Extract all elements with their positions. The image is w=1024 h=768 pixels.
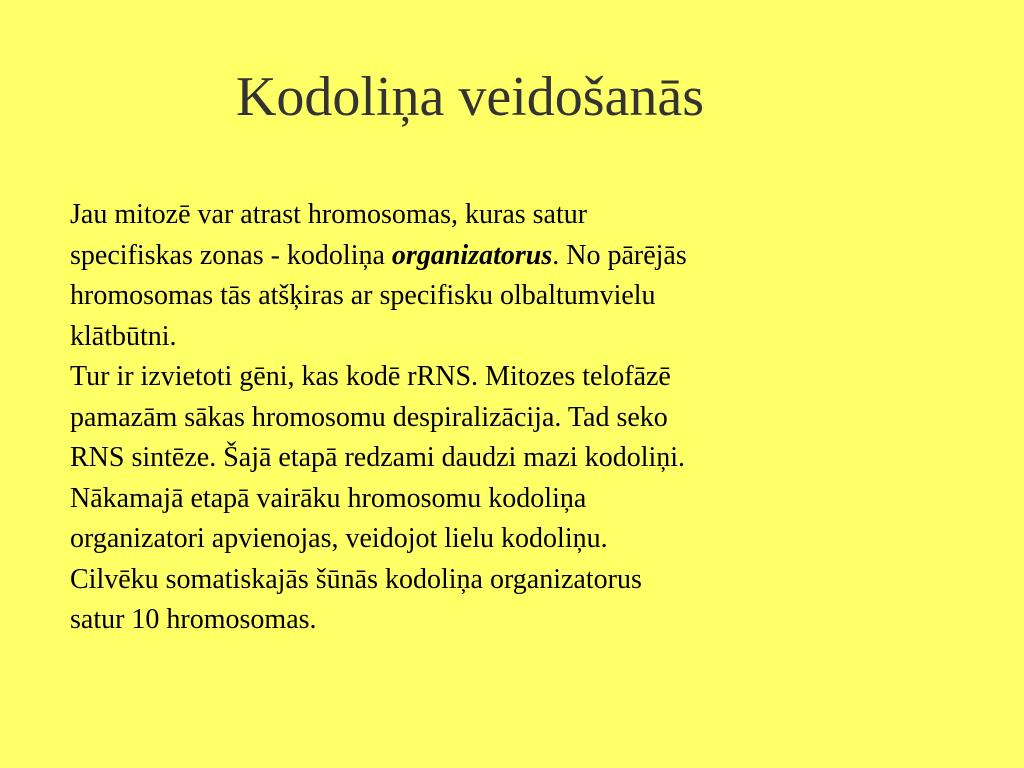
text-line: klātbūtni. (70, 320, 177, 352)
text-line: Jau mitozē var atrast hromosomas, kuras satur (70, 199, 588, 230)
text-line: pamazām sākas hromosomu despiralizācija. Tad seko (70, 401, 668, 433)
text-line: Tur ir izvietoti gēni, kas kodē rRNS. Mitozes telofāzē (70, 361, 671, 392)
text-line: satur 10 hromosomas. (70, 604, 317, 635)
text-line: Cilvēku somatiskajās šūnās kodoliņa organizatorus (70, 563, 642, 595)
text-line (70, 236, 870, 277)
slide-body-text (70, 195, 870, 641)
text-fragment: specifiskas zonas - kodoliņa (70, 239, 392, 271)
text-line: RNS sintēze. Šajā etapā redzami daudzi mazi kodoliņi. (70, 442, 686, 473)
text-line: organizatori apvienojas, veidojot lielu kodoliņu. (70, 523, 608, 554)
text-fragment: . No pārējās (552, 239, 687, 271)
text-line: Nākamajā etapā vairāku hromosomu kodoliņa (70, 482, 587, 514)
slide-title: Kodoliņa veidošanās (235, 66, 705, 128)
emphasized-term: organizatorus (391, 239, 553, 271)
text-line: hromosomas tās atšķiras ar specifisku olbaltumvielu (70, 280, 656, 311)
